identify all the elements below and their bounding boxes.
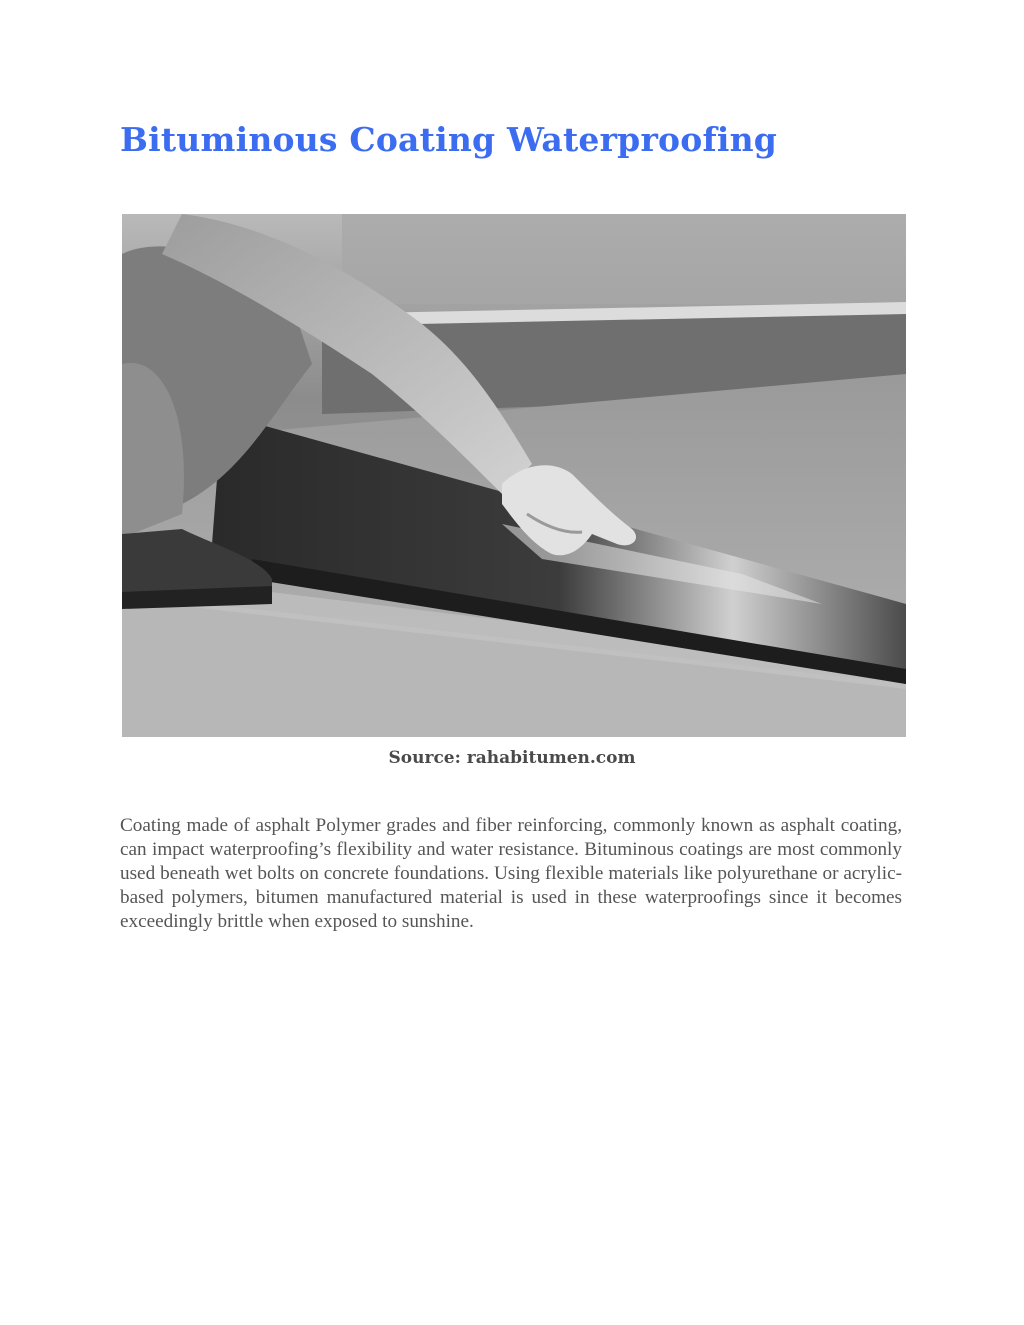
page-title: Bituminous Coating Waterproofing [120,120,778,159]
image-caption: Source: rahabitumen.com [388,748,636,768]
body-paragraph: Coating made of asphalt Polymer grades and fiber reinforcing, commonly known as asphalt coating, can impact waterproofing’s flexibility and water resistance. Bituminous coatings are most commonly used beneath wet bolts on concrete foundations. Using flexible materials like polyurethane or acrylic-based polymers, bitumen manufactured material is used in these waterproofings since it becomes exceedingly brittle when exposed to sunshine. [120,815,902,932]
roofing-photo-illustration [122,214,906,737]
roofing-photo [122,214,906,737]
